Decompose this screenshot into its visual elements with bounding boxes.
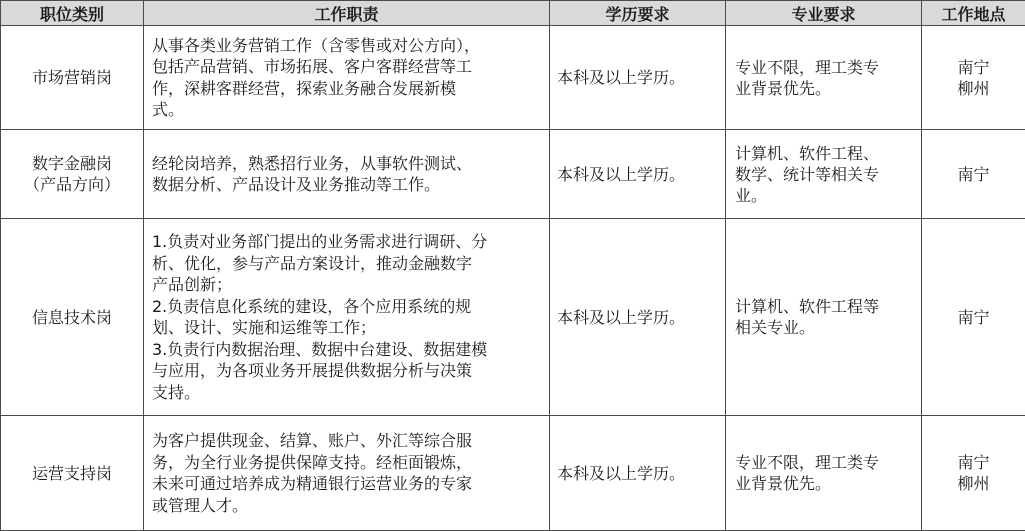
duty-text: 从事各类业务营销工作（含零售或对公方向）， — [152, 35, 543, 57]
major-cell — [726, 130, 922, 219]
table-header — [1, 1, 1025, 26]
major-cell — [726, 416, 922, 531]
major-cell — [726, 219, 922, 416]
duty-text: 析、优化，参与产品方案设计，推动金融数字 — [152, 253, 543, 275]
location-text: 柳州 — [926, 78, 1021, 99]
duty-text: 数据分析、产品设计及业务推动等工作。 — [152, 174, 543, 196]
table-row — [1, 26, 1025, 130]
header-category: 职位类别 — [1, 1, 144, 26]
header-duty: 工作职责 — [144, 1, 550, 26]
duty-text: 务，为全行业务提供保障支持。经柜面锻炼， — [152, 452, 543, 474]
duty-text: 1.负责对业务部门提出的业务需求进行调研、分 — [152, 231, 543, 253]
education-text: 本科及以上学历。 — [557, 307, 719, 328]
education-text: 本科及以上学历。 — [557, 67, 719, 88]
header-location: 工作地点 — [922, 1, 1025, 26]
category-cell — [1, 416, 144, 531]
major-text: 专业不限，理工类专 — [735, 452, 915, 473]
location-text: 柳州 — [926, 473, 1021, 494]
duty-cell — [144, 130, 550, 219]
major-text: 数学、统计等相关专 — [735, 164, 915, 185]
duty-text: 为客户提供现金、结算、账户、外汇等综合服 — [152, 430, 543, 452]
duty-text: 作，深耕客群经营，探索业务融合发展新模 — [152, 78, 543, 100]
education-text: 本科及以上学历。 — [557, 164, 719, 185]
location-cell — [922, 26, 1025, 130]
duty-text: 包括产品营销、市场拓展、客户客群经营等工 — [152, 56, 543, 78]
category-cell — [1, 26, 144, 130]
category-cell — [1, 219, 144, 416]
category-text: 运营支持岗 — [5, 463, 139, 484]
major-text: 业背景优先。 — [735, 473, 915, 494]
duty-text: 式。 — [152, 99, 543, 121]
education-cell — [550, 26, 726, 130]
duty-cell — [144, 26, 550, 130]
duty-text: 支持。 — [152, 382, 543, 404]
table-row — [1, 130, 1025, 219]
education-cell — [550, 219, 726, 416]
major-cell — [726, 26, 922, 130]
major-text: 相关专业。 — [735, 317, 915, 338]
duty-text: 或管理人才。 — [152, 495, 543, 517]
duty-text: 未来可通过培养成为精通银行运营业务的专家 — [152, 473, 543, 495]
duty-text: 2.负责信息化系统的建设，各个应用系统的规 — [152, 296, 543, 318]
duty-text: 产品创新； — [152, 274, 543, 296]
location-cell — [922, 219, 1025, 416]
category-text: 信息技术岗 — [5, 307, 139, 328]
education-cell — [550, 416, 726, 531]
duty-cell — [144, 219, 550, 416]
major-text: 专业不限，理工类专 — [735, 57, 915, 78]
education-cell — [550, 130, 726, 219]
table-body — [1, 26, 1025, 531]
location-text: 南宁 — [926, 307, 1021, 328]
category-text: （产品方向） — [5, 174, 139, 195]
major-text: 业。 — [735, 185, 915, 206]
location-cell — [922, 416, 1025, 531]
header-row — [1, 1, 1025, 26]
header-education: 学历要求 — [550, 1, 726, 26]
duty-text: 与应用，为各项业务开展提供数据分析与决策 — [152, 360, 543, 382]
education-text: 本科及以上学历。 — [557, 463, 719, 484]
table-row — [1, 219, 1025, 416]
major-text: 计算机、软件工程、 — [735, 143, 915, 164]
location-cell — [922, 130, 1025, 219]
table-row — [1, 416, 1025, 531]
major-text: 计算机、软件工程等 — [735, 296, 915, 317]
duty-text: 划、设计、实施和运维等工作； — [152, 317, 543, 339]
location-text: 南宁 — [926, 57, 1021, 78]
duty-text: 3.负责行内数据治理、数据中台建设、数据建模 — [152, 339, 543, 361]
location-text: 南宁 — [926, 452, 1021, 473]
duty-text: 经轮岗培养，熟悉招行业务，从事软件测试、 — [152, 153, 543, 175]
location-text: 南宁 — [926, 164, 1021, 185]
header-major: 专业要求 — [726, 1, 922, 26]
category-cell — [1, 130, 144, 219]
major-text: 业背景优先。 — [735, 78, 915, 99]
category-text: 数字金融岗 — [5, 153, 139, 174]
duty-cell — [144, 416, 550, 531]
category-text: 市场营销岗 — [5, 67, 139, 88]
